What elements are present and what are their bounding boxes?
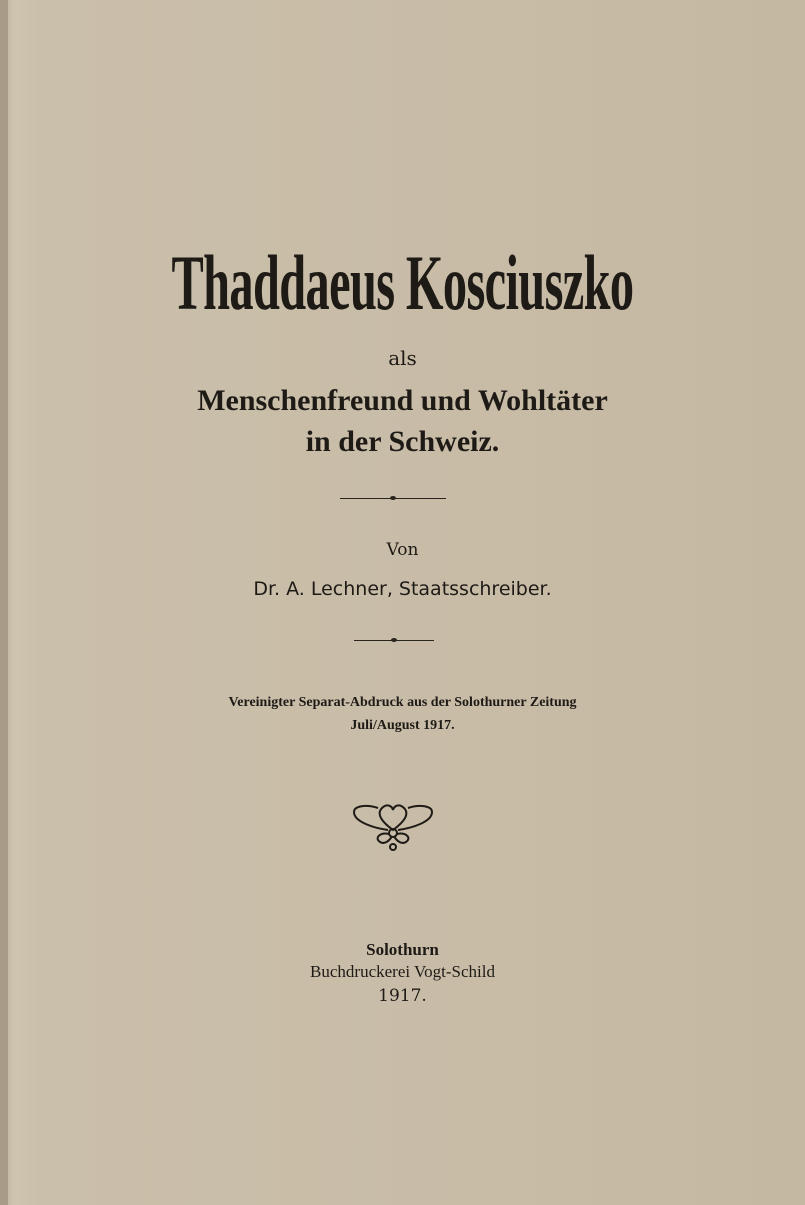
subtitle-line-2: in der Schweiz. xyxy=(305,425,500,458)
imprint-place: Solothurn xyxy=(366,940,439,959)
subtitle-line-1: Menschenfreund und Wohltäter xyxy=(197,384,608,417)
book-title: Thaddaeus Kosciuszko xyxy=(171,239,634,326)
imprint-printer: Buchdruckerei Vogt-Schild xyxy=(310,962,495,981)
heart-ornament-icon xyxy=(352,800,434,854)
page-edge xyxy=(0,0,8,1205)
author: Dr. A. Lechner, Staatsschreiber. xyxy=(253,578,552,600)
reprint-note: Vereinigter Separat-Abdruck aus der Solothurner Zeitung xyxy=(228,695,577,710)
imprint-year: 1917. xyxy=(378,986,427,1006)
reprint-date: Juli/August 1917. xyxy=(350,718,455,733)
connector-text: als xyxy=(388,346,417,370)
by-label: Von xyxy=(386,540,419,560)
